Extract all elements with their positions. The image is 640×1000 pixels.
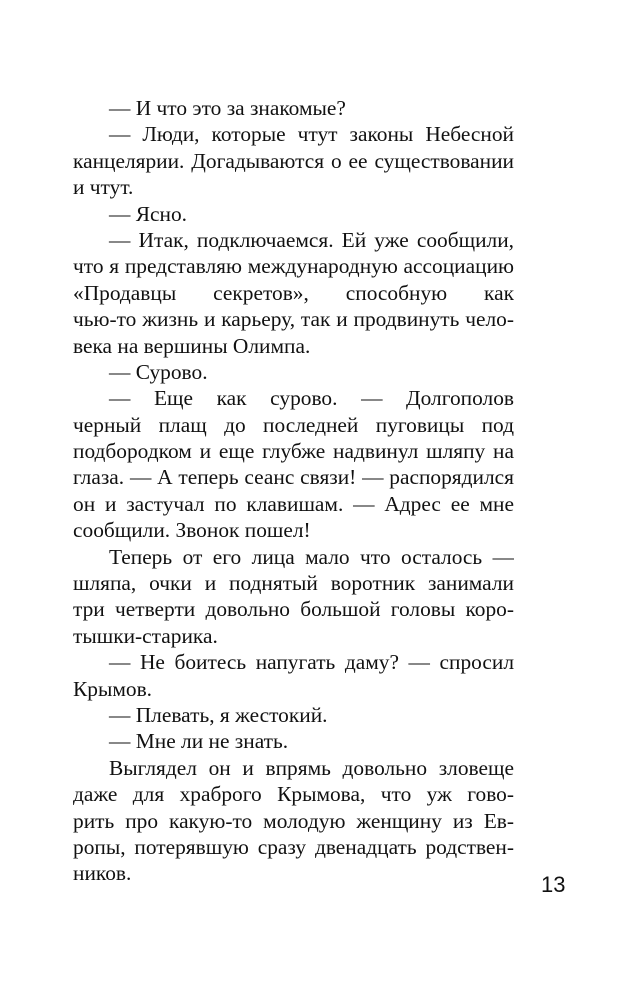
text-line: — Не боитесь напугать даму? — спросил [109,650,514,675]
text-line: — Мне ли не знать. [109,729,289,754]
text-line: Крымов. [73,676,153,701]
text-line: подбородком и еще глубже надвинул шляпу на [73,439,514,464]
text-line: глаза. — А теперь сеанс связи! — распорядился [73,465,514,490]
text-line: даже для храброго Крымова, что уж гово- [73,782,514,807]
text-line: сообщили. Звонок пошел! [73,518,311,543]
text-line: чью-то жизнь и карьеру, так и продвинуть чело- [73,307,514,332]
text-line: ропы, потерявшую сразу двенадцать родствен- [73,834,514,859]
text-line: рить про какую-то молодую женщину из Ев- [73,808,514,833]
text-line: века на вершины Олимпа. [73,333,311,358]
text-line: — Еще как сурово. — Долгополов [109,386,514,411]
text-line: шляпа, очки и поднятый воротник занимали [73,571,514,596]
text-line: Выглядел он и впрямь довольно зловеще [109,755,514,780]
text-line: Теперь от его лица мало что осталось — [109,544,514,569]
body-text [73,95,514,887]
text-line: — Итак, подключаемся. Ей уже сообщили, [109,227,514,252]
text-line: — Плевать, я жестокий. [109,702,328,727]
text-line: что я представляю международную ассоциацию [73,254,514,279]
text-line: — И что это за знакомые? [109,96,346,120]
text-line: три четверти довольно большой головы коро- [73,597,514,622]
text-line: тышки-старика. [73,623,218,648]
text-line: ников. [73,861,132,886]
text-line: он и застучал по клавишам. — Адрес ее мне [73,491,514,516]
text-line: черный плащ до последней пуговицы под [73,412,514,437]
text-line: канцелярии. Догадываются о ее существовании [73,148,514,173]
text-line: — Сурово. [109,359,208,384]
page-number: 13 [541,872,566,897]
text-line: «Продавцы секретов», способную как [73,280,514,305]
text-line: — Люди, которые чтут законы Небесной [109,122,514,147]
text-line: — Ясно. [109,201,187,226]
text-line: и чтут. [73,175,134,200]
